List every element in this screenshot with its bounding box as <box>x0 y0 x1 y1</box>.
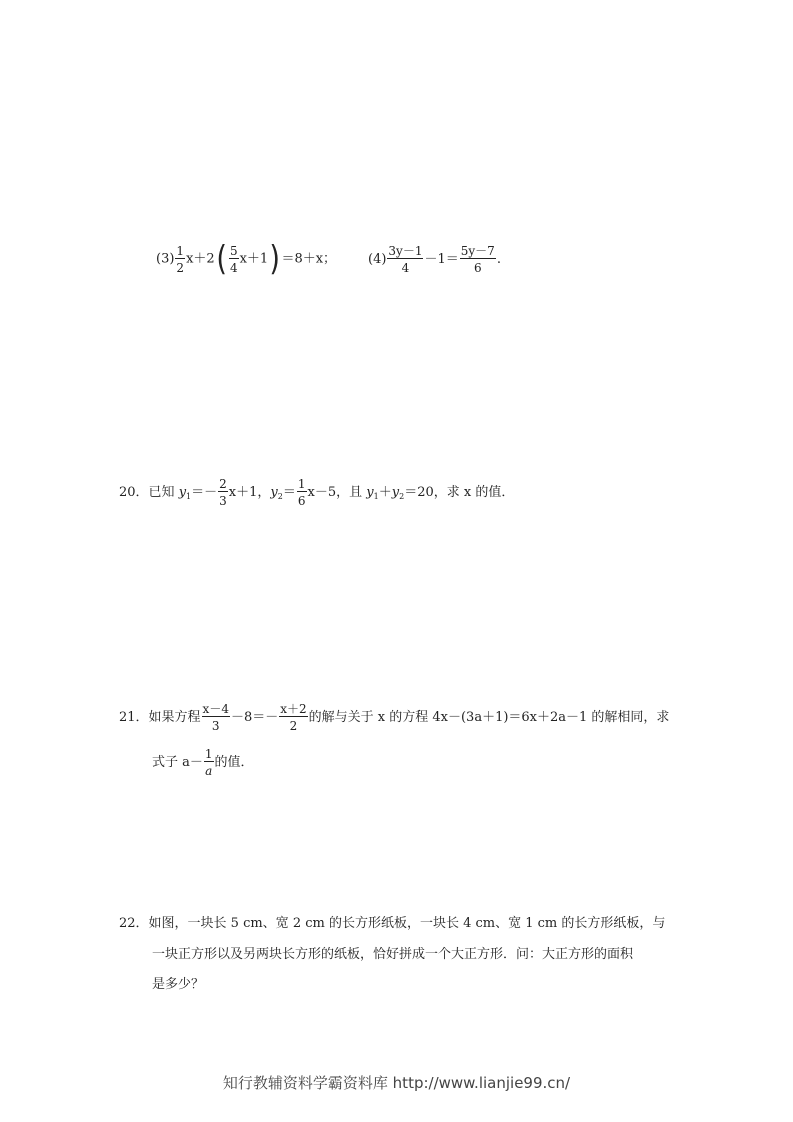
math-text: x＋1， <box>228 485 271 500</box>
variable: y <box>366 485 374 500</box>
math-text: x＋2 <box>186 251 215 267</box>
denominator: 4 <box>229 260 238 275</box>
numerator: x＋2 <box>280 702 307 716</box>
math-text: －1＝ <box>424 252 459 267</box>
question-text: 的值． <box>214 755 254 770</box>
denominator: 4 <box>401 261 410 275</box>
fraction <box>218 478 228 507</box>
numerator: 5y－7 <box>460 244 495 258</box>
numerator: 5 <box>229 243 238 258</box>
equation-label: (3) <box>156 251 175 267</box>
subscript: 1 <box>373 492 379 501</box>
math-text: x＋1 <box>239 251 269 267</box>
question-22-line-3: 是多少？ <box>152 977 205 992</box>
fraction <box>279 703 307 732</box>
fraction <box>460 245 496 274</box>
math-text: －8＝－ <box>230 710 279 725</box>
fraction <box>387 245 423 274</box>
subscript: 2 <box>277 492 283 501</box>
numerator: 3y－1 <box>388 244 423 258</box>
math-text: ＝8＋x； <box>281 251 337 267</box>
math-text: x－5，且 <box>307 485 367 500</box>
left-paren: ( <box>215 239 227 279</box>
right-paren: ) <box>269 239 281 279</box>
numerator: 1 <box>204 747 213 761</box>
denominator: 6 <box>473 261 482 275</box>
fraction <box>204 748 214 777</box>
math-text: . <box>496 252 501 267</box>
numerator: 1 <box>176 243 185 258</box>
math-text: ＝－ <box>191 485 218 500</box>
fraction <box>175 245 185 274</box>
denominator: 3 <box>219 494 227 508</box>
subscript: 1 <box>186 492 192 501</box>
math-text: ＝20，求 x 的值． <box>404 485 515 500</box>
subscript: 2 <box>399 492 405 501</box>
variable: y <box>178 485 187 500</box>
fraction <box>297 478 307 507</box>
fraction <box>202 703 230 732</box>
numerator: x－4 <box>202 702 229 716</box>
question-21-line-2 <box>152 748 254 777</box>
denominator: a <box>205 764 213 778</box>
denominator: 2 <box>289 719 298 733</box>
variable: y <box>270 485 278 500</box>
question-text: 式子 a－ <box>152 755 203 770</box>
denominator: 3 <box>211 719 220 733</box>
equation-4 <box>368 245 501 274</box>
numerator: 1 <box>297 477 306 491</box>
numerator: 2 <box>219 477 227 491</box>
fraction <box>229 245 239 274</box>
question-text: 21．如果方程 <box>119 710 201 725</box>
footer-watermark: 知行教辅资料学霸资料库 http://www.lianjie99.cn/ <box>222 1074 571 1092</box>
denominator: 6 <box>297 494 306 508</box>
math-text: ＋ <box>378 485 392 500</box>
variable: y <box>391 485 400 500</box>
question-text: 的解与关于 x 的方程 4x－(3a＋1)＝6x＋2a－1 的解相同，求 <box>308 710 670 725</box>
equation-3 <box>156 239 337 279</box>
question-text: 20．已知 <box>119 485 179 500</box>
denominator: 2 <box>176 260 185 275</box>
math-text: ＝ <box>282 485 296 500</box>
question-22-line-1: 22．如图，一块长 5 cm、宽 2 cm 的长方形纸板，一块长 4 cm、宽 1 cm 的长方形纸板，与 <box>119 916 666 931</box>
question-21 <box>119 703 669 732</box>
question-20 <box>119 478 514 507</box>
question-22-line-2: 一块正方形以及另两块长方形的纸板，恰好拼成一个大正方形．问：大正方形的面积 <box>152 947 634 962</box>
equation-label: (4) <box>368 252 387 267</box>
